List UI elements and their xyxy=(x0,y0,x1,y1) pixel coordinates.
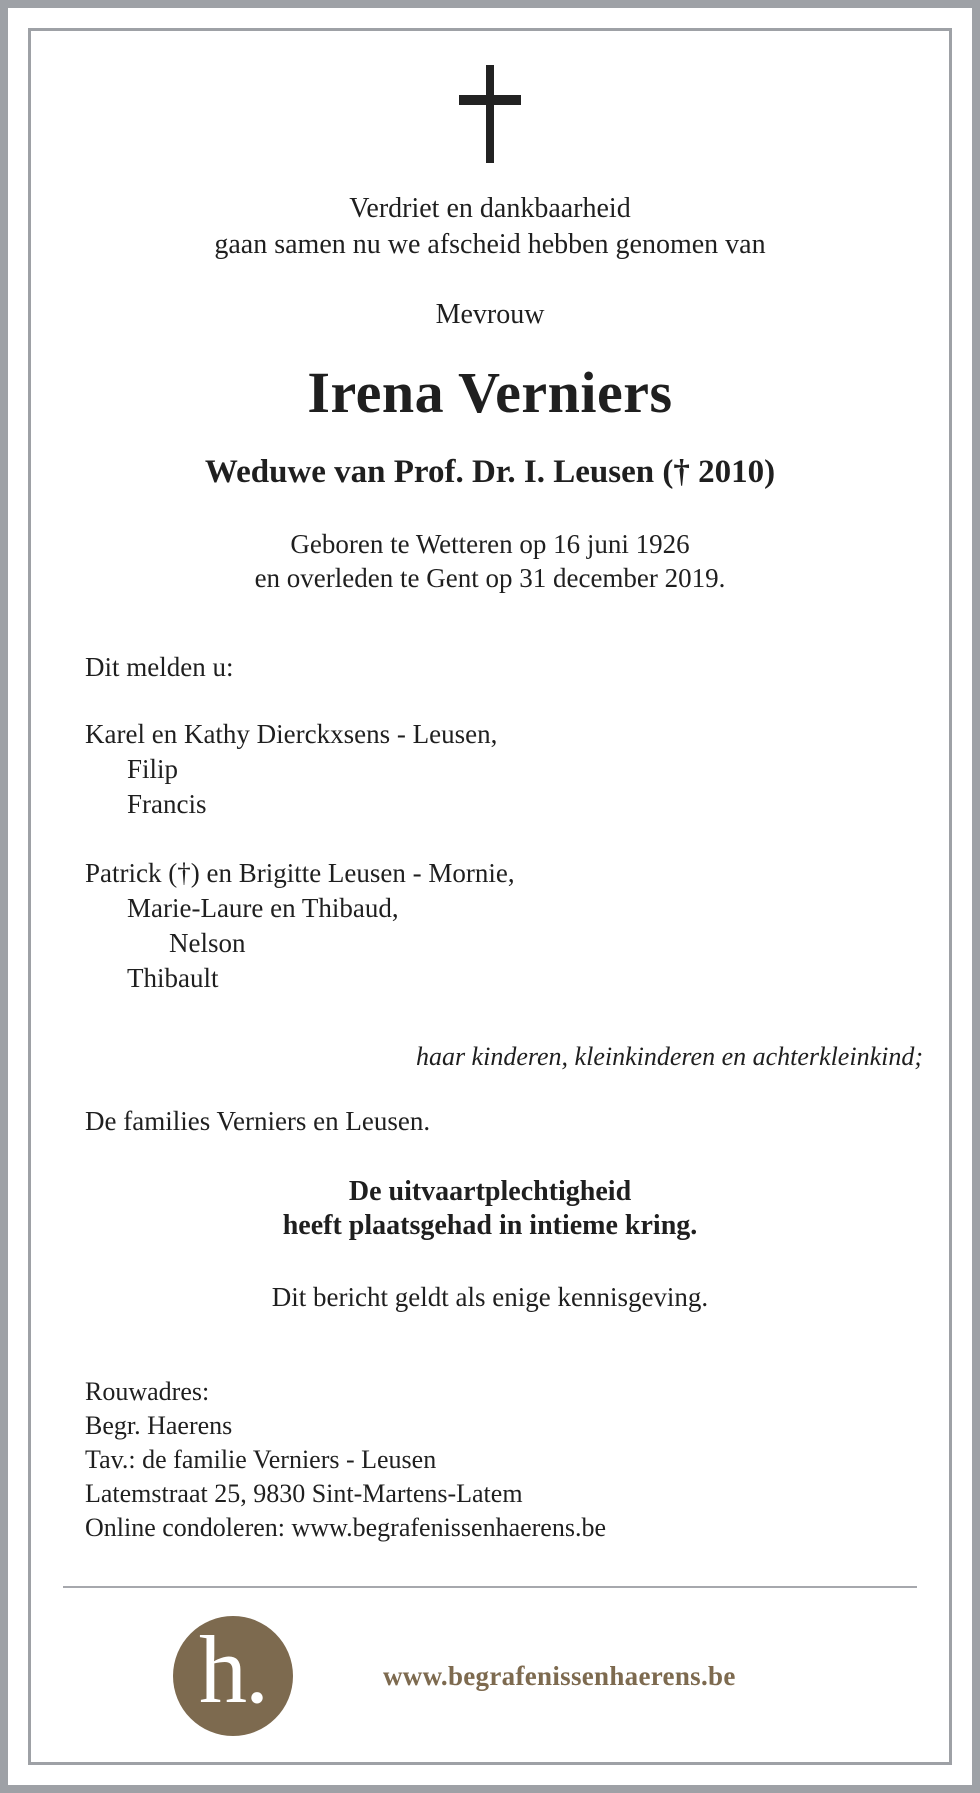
latin-cross-icon xyxy=(459,65,521,163)
family-entry: Marie-Laure en Thibaud, xyxy=(127,893,399,924)
family-group-2 xyxy=(53,856,927,996)
mourning-address-online: Online condoleren: www.begrafenissenhaerens.be xyxy=(85,1512,607,1542)
haerens-logo-icon xyxy=(173,1616,293,1736)
ceremony-notice xyxy=(53,1175,927,1242)
cross-vertical-bar xyxy=(486,65,494,163)
mourning-address-label: Rouwadres: xyxy=(85,1377,210,1407)
intro-line-1: Verdriet en dankbaarheid xyxy=(349,193,631,224)
family-entry: Patrick (†) en Brigitte Leusen - Mornie, xyxy=(85,857,515,888)
death-notice-card xyxy=(31,31,949,1762)
family-entry: Filip xyxy=(127,753,179,784)
footer-website-link[interactable]: www.begrafenissenhaerens.be xyxy=(383,1660,736,1691)
spouse-line: Weduwe van Prof. Dr. I. Leusen († 2010) xyxy=(204,453,776,490)
ceremony-line-2: heeft plaatsgehad in intieme kring. xyxy=(282,1209,698,1241)
announcement-lead: Dit melden u: xyxy=(85,651,234,682)
cross-horizontal-bar xyxy=(459,95,521,105)
family-entry: Nelson xyxy=(169,928,246,959)
footer-divider xyxy=(63,1586,917,1588)
mourning-address-street: Latemstraat 25, 9830 Sint-Martens-Latem xyxy=(85,1478,523,1508)
footer xyxy=(53,1616,927,1736)
death-line: en overleden te Gent op 31 december 2019. xyxy=(254,563,726,594)
single-notice: Dit bericht geldt als enige kennisgeving. xyxy=(271,1282,709,1313)
birth-line: Geboren te Wetteren op 16 juni 1926 xyxy=(290,528,690,559)
cross-header xyxy=(53,57,927,177)
logo-glyph: h. xyxy=(199,1616,267,1724)
intro-line-2: gaan samen nu we afscheid hebben genomen van xyxy=(214,228,766,260)
family-entry: Karel en Kathy Dierckxsens - Leusen, xyxy=(85,718,498,749)
kinship-note: haar kinderen, kleinkinderen en achterkleinkind; xyxy=(415,1042,923,1072)
mourning-address-company: Begr. Haerens xyxy=(85,1411,233,1441)
deceased-name: Irena Verniers xyxy=(307,359,673,425)
family-group-1 xyxy=(53,717,927,822)
intro-text xyxy=(53,191,927,263)
mourning-address-attn: Tav.: de familie Verniers - Leusen xyxy=(85,1445,437,1475)
families-line: De families Verniers en Leusen. xyxy=(85,1106,431,1137)
salutation: Mevrouw xyxy=(435,298,545,330)
card-inner-frame xyxy=(28,28,952,1765)
family-entry: Thibault xyxy=(127,963,219,994)
mourning-address xyxy=(53,1375,927,1544)
life-dates xyxy=(53,527,927,596)
family-entry: Francis xyxy=(127,788,207,819)
ceremony-line-1: De uitvaartplechtigheid xyxy=(348,1176,632,1208)
